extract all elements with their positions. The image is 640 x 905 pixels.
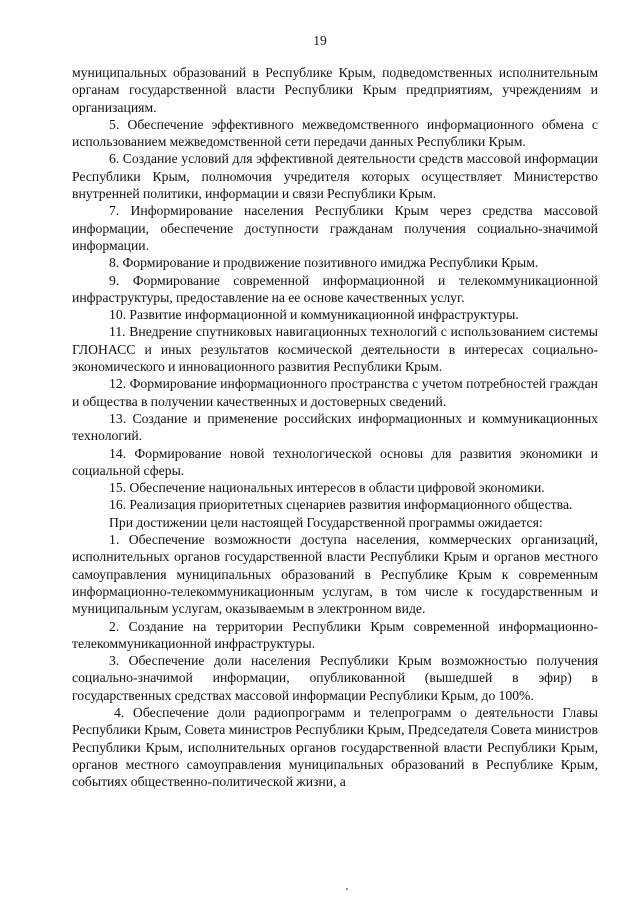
paragraph-result-2: 2. Создание на территории Республики Крым современной информационно-телекоммуникационной инфраструктуры. xyxy=(72,618,598,651)
paragraph-item-13: 13. Создание и применение российских информационных и коммуникационных технологий. xyxy=(72,410,598,444)
paragraph-item-16: 16. Реализация приоритетных сценариев развития информационного общества. xyxy=(109,497,573,513)
paragraph-item-11: 11. Внедрение спутниковых навигационных технологий с использованием системы ГЛОНАСС и иных результатов космической деятельности в интересах социально-экономического и инновационного развития Республики Крым. xyxy=(72,324,598,375)
paragraph-item-7: 7. Информирование населения Республики Крым через средства массовой информации, обеспечение доступности гражданам получения социально-значимой информации. xyxy=(72,203,598,253)
paragraph-result-1: 1. Обеспечение возможности доступа населения, коммерческих организаций, исполнительных органов государственной власти Республики Крым и органов местного самоуправления муниципальных образований в Республике Крым к современным информационно-телекоммуникационным услугам, в том числе к государственным и муниципальным услугам, оказываемым в электронном виде. xyxy=(72,532,598,617)
paragraph-expected-results-intro: При достижении цели настоящей Государственной программы ожидается: xyxy=(109,514,543,530)
paragraph-continuation: муниципальных образований в Республике Крым, подведомственных исполнительным органам государственной власти Республики Крым предприятиям, учреждениям и организациям. xyxy=(72,65,598,115)
paragraph-result-4: 4. Обеспечение доли радиопрограмм и телепрограмм о деятельности Главы Республики Крым, Совета министров Республики Крым, Председателя Совета министров Республики Крым, исполнительных органов государственной власти Республики Крым, органов местного самоуправления муниципальных образований в Республике Крым, событиях общественно-политической жизни, а xyxy=(72,704,598,790)
paragraph-item-15: 15. Обеспечение национальных интересов в области цифровой экономики. xyxy=(109,480,545,496)
page-number: 19 xyxy=(313,33,327,48)
paragraph-item-10: 10. Развитие информационной и коммуникационной инфраструктуры. xyxy=(109,307,519,323)
paragraph-result-3: 3. Обеспечение доли населения Республики Крым возможностью получения социально-значимой информации, опубликованной (вышедшей в эфир) в государственных средствах массовой информации Республики Крым, до 100%. xyxy=(72,653,598,703)
paragraph-item-8: 8. Формирование и продвижение позитивного имиджа Республики Крым. xyxy=(109,255,539,271)
paragraph-item-6: 6. Создание условий для эффективной деятельности средств массовой информации Республики Крым, полномочия учредителя которых осуществляет Министерство внутренней политики, информации и связи Республики Крым. xyxy=(72,151,598,202)
paragraph-item-9: 9. Формирование современной информационной и телекоммуникационной инфраструктуры, предоставление на ее основе качественных услуг. xyxy=(72,272,598,305)
document-body xyxy=(72,64,598,790)
paragraph-item-14: 14. Формирование новой технологической основы для развития экономики и социальной сферы. xyxy=(72,445,598,478)
paragraph-item-5: 5. Обеспечение эффективного межведомственного информационного обмена с использованием межведомственной сети передачи данных Республики Крым. xyxy=(72,116,598,150)
scan-artifact xyxy=(346,888,348,890)
paragraph-item-12: 12. Формирование информационного пространства с учетом потребностей граждан и общества в получении качественных и достоверных сведений. xyxy=(72,376,598,409)
